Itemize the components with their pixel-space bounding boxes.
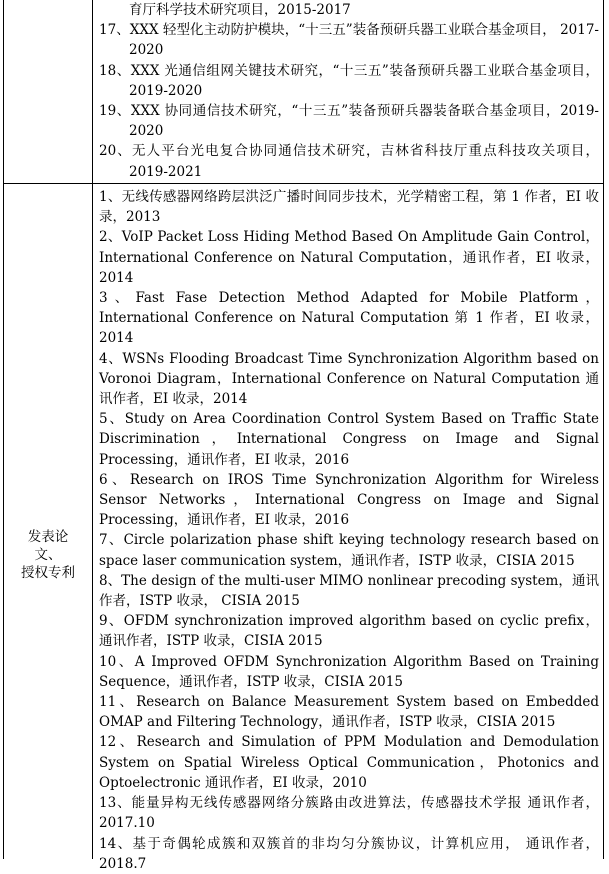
section-label-line: 发表论 [27,529,69,545]
project-entry: 育厅科学技术研究项目，2015-2017 [129,2,351,18]
publication-entry: 9、OFDM synchronization improved algorithm based on cyclic prefix，通讯作者，ISTP 收录，CISIA 2015 [99,613,599,650]
projects-list [93,0,603,183]
publication-entry: 10、A Improved OFDM Synchronization Algorithm Based on Training Sequence，通讯作者，ISTP 收录，CISIA 2015 [99,653,599,690]
publication-entry: 3、Fast Fase Detection Method Adapted for Mobile Platform，International Conference on Natural Computation 第 1 作者，EI 收录，2014 [99,290,599,347]
section-label-line: 授权专利 [21,565,75,581]
publication-entry: 4、WSNs Flooding Broadcast Time Synchronization Algorithm based on Voronoi Diagram，International Conference on Natural Computation 通讯作者，EI 收录，2014 [99,350,599,408]
publication-entry: 6、Research on IROS Time Synchronization Algorithm for Wireless Sensor Networks，International Congress on Image and Signal Processing，通讯作者，EI 收录，2016 [99,471,599,529]
project-entry: 19、XXX 协同通信技术研究，“十三五”装备预研兵器装备联合基金项目，2019-2020 [99,103,599,140]
project-entry: 17、XXX 轻型化主动防护模块，“十三五”装备预研兵器工业联合基金项目， 2017-2020 [99,22,599,59]
project-entry: 18、XXX 光通信组网关键技术研究，“十三五”装备预研兵器工业联合基金项目，2019-2020 [99,62,599,99]
publication-entry: 11、Research on Balance Measurement System based on Embedded OMAP and Filtering Technology，通讯作者，ISTP 收录，CISIA 2015 [99,694,599,731]
publication-entry: 8、The design of the multi-user MIMO nonlinear precoding system，通讯作者，ISTP 收录， CISIA 2015 [99,572,599,610]
section-label [4,528,92,582]
publication-entry: 2、VoIP Packet Loss Hiding Method Based On Amplitude Gain Control，International Conference on Natural Computation，通讯作者，EI 收录，2014 [99,229,599,286]
publication-entry: 5、Study on Area Coordination Control System Based on Traffic State Discrimination，International Congress on Image and Signal Processing，通讯作者，EI 收录，2016 [99,411,599,468]
publications-list [93,184,603,872]
document-table [3,0,604,872]
publications-label-cell [4,184,93,859]
projects-label-cell [4,0,93,183]
publication-entry: 14、基于奇偶轮成簇和双簇首的非均匀分簇协议，计算机应用， 通讯作者，2018.7 [99,835,599,872]
publication-entry: 1、无线传感器网络跨层洪泛广播时间同步技术，光学精密工程，第 1 作者，EI 收录，2013 [99,189,599,226]
projects-row [4,0,603,184]
publication-entry: 13、能量异构无线传感器网络分簇路由改进算法，传感器技术学报 通讯作者，2017.10 [99,795,599,832]
project-entry: 20、无人平台光电复合协同通信技术研究，吉林省科技厅重点科技攻关项目，2019-2021 [99,143,599,180]
publications-row [4,184,603,872]
publication-entry: 12、Research and Simulation of PPM Modulation and Demodulation System on Spatial Wireless Optical Communication，Photonics and Optoelectronic 通讯作者，EI 收录，2010 [99,734,599,791]
publication-entry: 7、Circle polarization phase shift keying technology research based on space laser communication system，通讯作者，ISTP 收录，CISIA 2015 [99,532,599,569]
section-label-line: 文、 [34,547,62,563]
